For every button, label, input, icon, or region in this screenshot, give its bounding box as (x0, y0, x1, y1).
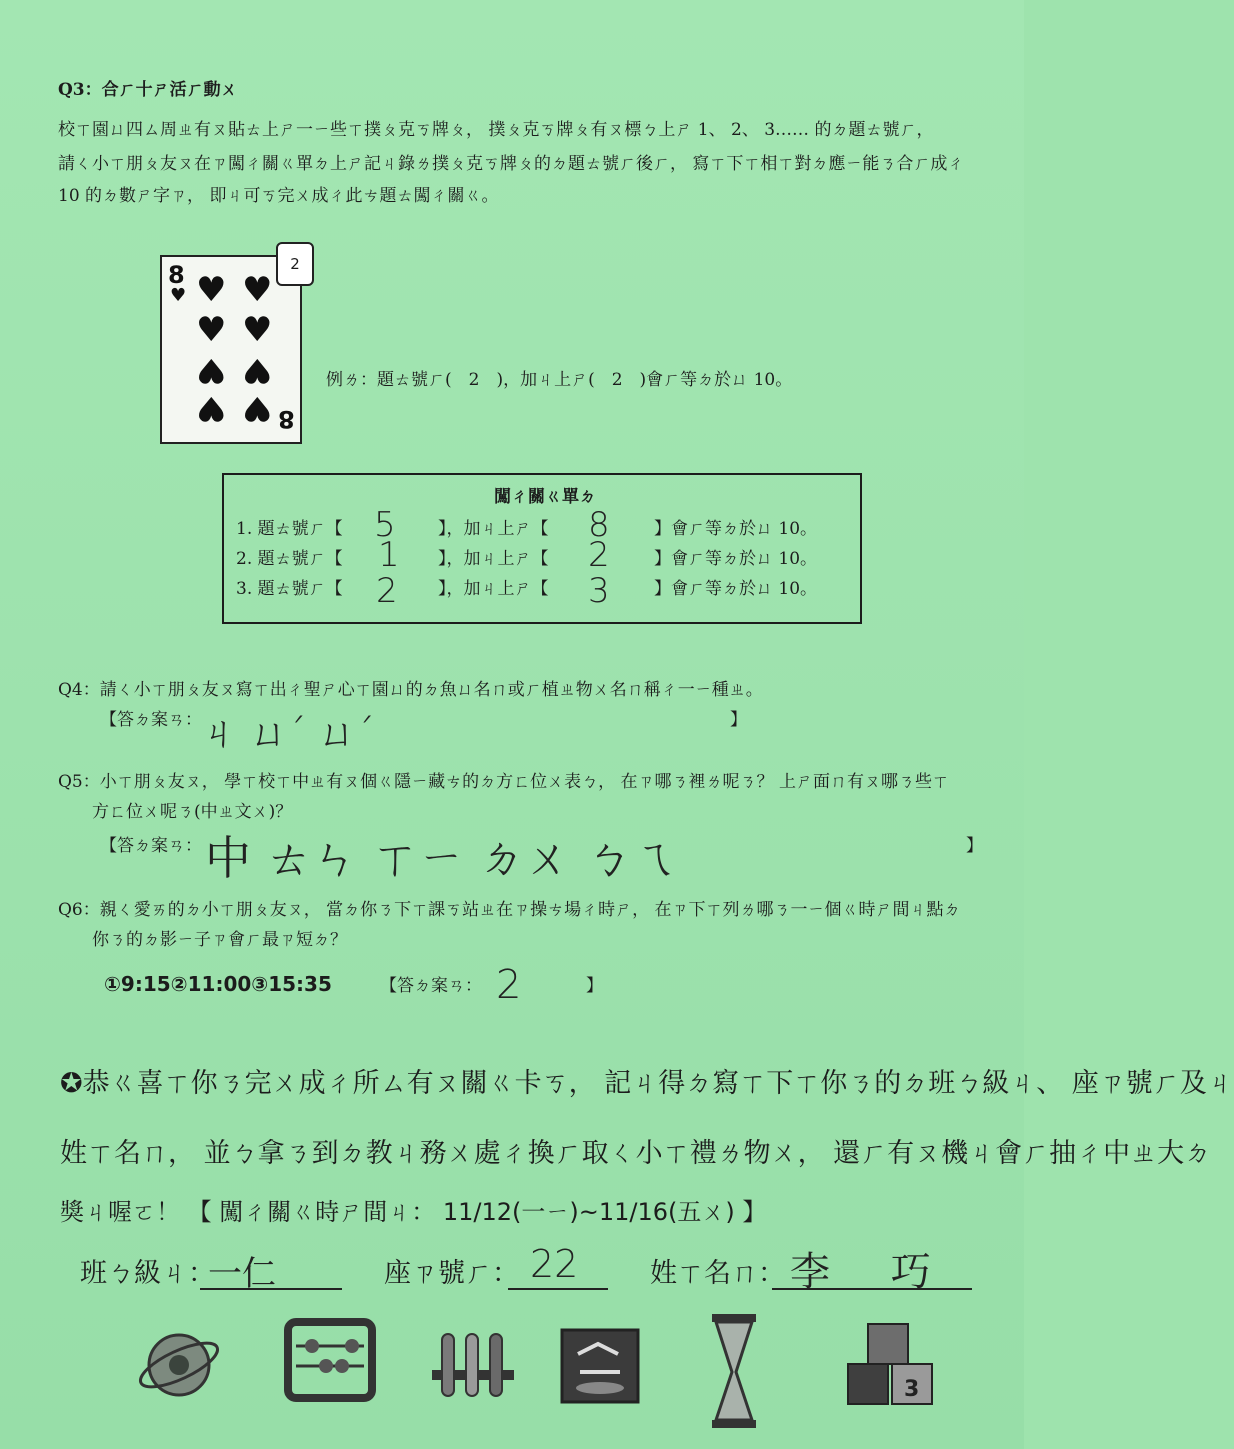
pass-row-3-suffix: 】會ㄏ等ㄉ於ㄩ 10。 (654, 579, 818, 599)
pass-row-1-mid: 】，加ㄐ上ㄕ【 (438, 519, 549, 539)
q3-heading: Q3：合ㄏ十ㄕ活ㄏ動ㄨ (58, 80, 238, 100)
pass-row-1-prefix: 1. 題ㄊ號ㄏ【 (236, 519, 343, 539)
pass-row-3-answer-b[interactable]: 3 (588, 571, 610, 611)
q4-answer-close: 】 (730, 710, 747, 730)
pass-row-3-prefix: 3. 題ㄊ號ㄏ【 (236, 579, 343, 599)
heart-icon: ♥ (196, 388, 227, 428)
q5-answer-label: 【答ㄉ案ㄢ： (100, 836, 202, 856)
number-blocks-icon (842, 1320, 938, 1410)
q5-answer-close: 】 (966, 836, 983, 856)
class-label: 班ㄅ級ㄐ： (80, 1258, 215, 1289)
seat-label: 座ㄗ號ㄏ： (384, 1258, 519, 1289)
q3-text-line2: 請ㄑ小ㄒ朋ㄆ友ㄡ在ㄗ闖ㄔ關ㄍ單ㄉ上ㄕ記ㄐ錄ㄌ撲ㄆ克ㄎ牌ㄆ的ㄉ題ㄊ號ㄏ後ㄏ， 寫ㄒ下ㄒ相ㄒ對ㄉ應ㄧ能ㄋ合ㄏ成ㄔ (58, 154, 965, 174)
pass-row-1-suffix: 】會ㄏ等ㄉ於ㄩ 10。 (654, 519, 818, 539)
pass-row-2-suffix: 】會ㄏ等ㄉ於ㄩ 10。 (654, 549, 818, 569)
q4-answer-label: 【答ㄉ案ㄢ： (100, 710, 202, 730)
heart-icon: ♥ (242, 388, 273, 428)
card-rank-top: 8 (168, 261, 185, 289)
q5-question: Q5：小ㄒ朋ㄆ友ㄡ， 學ㄒ校ㄒ中ㄓ有ㄡ個ㄍ隱ㄧ藏ㄘ的ㄉ方ㄈ位ㄨ表ㄅ， 在ㄗ哪ㄋ裡ㄌ呢ㄋ？ 上ㄕ面ㄇ有ㄡ哪ㄋ些ㄒ (58, 772, 949, 792)
blackboard-icon (558, 1326, 642, 1406)
q6-answer-label: 【答ㄉ案ㄢ： (380, 976, 482, 996)
abacus-icon (282, 1316, 378, 1404)
heart-icon: ♥ (196, 350, 227, 390)
heart-icon: ♥ (196, 270, 227, 310)
heart-icon: ♥ (242, 270, 273, 310)
pass-list-box (222, 473, 862, 624)
card-rank-bottom: 8 (278, 405, 295, 433)
pass-row-1-answer-b[interactable]: 8 (588, 505, 610, 545)
q3-example: 例ㄌ：題ㄊ號ㄏ( 2 )，加ㄐ上ㄕ( 2 )會ㄏ等ㄉ於ㄩ 10。 (326, 370, 793, 390)
seat-underline (508, 1288, 608, 1290)
pass-row-2-answer-b[interactable]: 2 (588, 535, 610, 575)
pass-row-3-mid: 】，加ㄐ上ㄕ【 (438, 579, 549, 599)
globe-icon (134, 1320, 224, 1410)
pass-row-2-mid: 】，加ㄐ上ㄕ【 (438, 549, 549, 569)
q3-text-line3: 10 的ㄉ數ㄕ字ㄗ， 即ㄐ可ㄎ完ㄨ成ㄔ此ㄘ題ㄊ闖ㄔ關ㄍ。 (58, 186, 499, 206)
pass-row-1-answer-a[interactable]: 5 (374, 505, 396, 545)
seat-value[interactable]: 22 (530, 1242, 579, 1286)
heart-icon: ♥ (242, 350, 273, 390)
pass-list-title: 闖ㄔ關ㄍ單ㄉ (494, 487, 596, 507)
name-value[interactable]: 李 巧 (790, 1249, 955, 1295)
q3-text-line1: 校ㄒ園ㄩ四ㄙ周ㄓ有ㄡ貼ㄊ上ㄕ一ㄧ些ㄒ撲ㄆ克ㄎ牌ㄆ， 撲ㄆ克ㄎ牌ㄆ有ㄡ標ㄅ上ㄕ 1、 2、 3…… 的ㄉ題ㄊ號ㄏ， (58, 120, 934, 140)
name-label: 姓ㄒ名ㄇ： (650, 1258, 785, 1289)
pass-row-2-answer-a[interactable]: 1 (378, 535, 400, 575)
q6-options: ①9:15②11:00③15:35 (104, 972, 332, 996)
congrats-line1: ✪恭ㄍ喜ㄒ你ㄋ完ㄨ成ㄔ所ㄙ有ㄡ關ㄍ卡ㄎ， 記ㄐ得ㄉ寫ㄒ下ㄒ你ㄋ的ㄉ班ㄅ級ㄐ、 座ㄗ號ㄏ及ㄐ (60, 1068, 1234, 1099)
heart-icon: ♥ (170, 285, 187, 306)
q6-answer-close: 】 (586, 976, 603, 996)
heart-icon: ♥ (196, 310, 227, 350)
heart-icon: ♥ (242, 310, 273, 350)
pass-row-2-prefix: 2. 題ㄊ號ㄏ【 (236, 549, 343, 569)
pass-row-3-answer-a[interactable]: 2 (376, 571, 398, 611)
svg-text:3: 3 (904, 1377, 920, 1402)
q5-handwritten-answer[interactable]: 中 ㄊㄣ ㄒㄧ ㄉㄨ ㄅㄟ (205, 831, 678, 885)
name-underline (772, 1288, 972, 1290)
card-number-tag: 2 (276, 242, 314, 286)
q4-question: Q4：請ㄑ小ㄒ朋ㄆ友ㄡ寫ㄒ出ㄔ聖ㄕ心ㄒ園ㄩ的ㄉ魚ㄩ名ㄇ或ㄏ植ㄓ物ㄨ名ㄇ稱ㄔ一ㄧ種ㄓ。 (58, 680, 763, 700)
hourglass-icon (706, 1312, 762, 1432)
q4-handwritten-answer[interactable]: ㄐ ㄩˊ ㄩˊ (200, 711, 375, 755)
q6-handwritten-answer[interactable]: 2 (496, 962, 522, 1008)
q6-question: Q6：親ㄑ愛ㄞ的ㄉ小ㄒ朋ㄆ友ㄡ， 當ㄉ你ㄋ下ㄒ課ㄎ站ㄓ在ㄗ操ㄘ場ㄔ時ㄕ， 在ㄗ下ㄒ列ㄌ哪ㄋ一ㄧ個ㄍ時ㄕ間ㄐ點ㄉ (58, 900, 961, 920)
congrats-line3: 獎ㄐ喔ㄛ！ 【 闖ㄔ關ㄍ時ㄕ間ㄐ： 11/12(一ㄧ)~11/16(五ㄨ) 】 (60, 1198, 767, 1226)
class-value[interactable]: 一仁 (208, 1254, 276, 1294)
test-tubes-icon (428, 1330, 518, 1404)
q6-question-line2: 你ㄋ的ㄉ影ㄧ子ㄗ會ㄏ最ㄗ短ㄉ？ (92, 930, 347, 950)
q5-question-line2: 方ㄈ位ㄨ呢ㄋ(中ㄓ文ㄨ)？ (92, 802, 293, 822)
congrats-line2: 姓ㄒ名ㄇ， 並ㄅ拿ㄋ到ㄉ教ㄐ務ㄨ處ㄔ換ㄏ取ㄑ小ㄒ禮ㄌ物ㄨ， 還ㄏ有ㄡ機ㄐ會ㄏ抽ㄔ中ㄓ大ㄉ (60, 1138, 1212, 1169)
class-underline (200, 1288, 342, 1290)
